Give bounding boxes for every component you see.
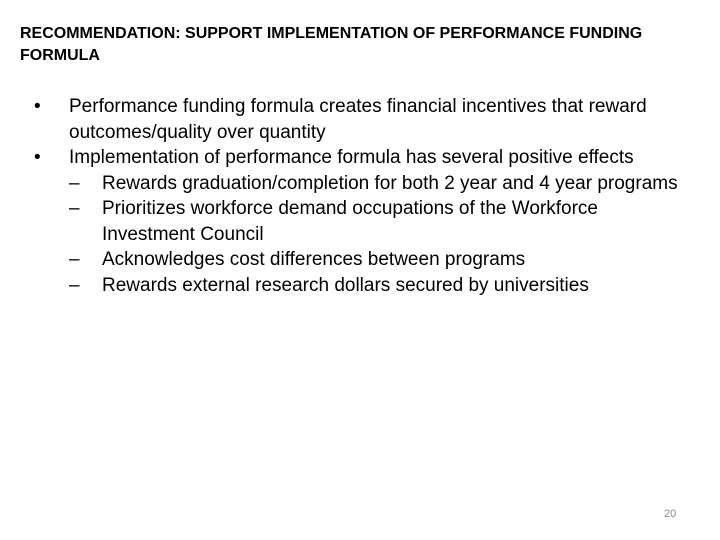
dash-marker-icon: –: [69, 249, 80, 270]
bullet-marker-icon: •: [34, 147, 41, 168]
sub-bullet-text: Acknowledges cost differences between programs: [102, 249, 526, 270]
slide-content: [34, 94, 694, 298]
bullet-text: Performance funding formula creates financial incentives that reward outcomes/quality over quantity: [69, 96, 647, 143]
page-number: 20: [664, 508, 677, 520]
sub-bullet-item: [34, 273, 694, 299]
bullet-marker-icon: •: [34, 96, 41, 117]
dash-marker-icon: –: [69, 198, 80, 219]
sub-bullet-text: Rewards graduation/completion for both 2 year and 4 year programs: [102, 172, 678, 194]
sub-bullet-item: [34, 171, 694, 197]
sub-bullet-item: [34, 196, 694, 247]
sub-bullet-item: [34, 247, 694, 273]
sub-bullet-text: Rewards external research dollars secured by universities: [102, 274, 589, 296]
bullet-item: [34, 145, 694, 171]
dash-marker-icon: –: [69, 274, 80, 296]
dash-marker-icon: –: [69, 172, 80, 194]
bullet-item: [34, 94, 694, 145]
bullet-text: Implementation of performance formula has several positive effects: [69, 147, 634, 168]
slide-title: RECOMMENDATION: SUPPORT IMPLEMENTATION OF PERFORMANCE FUNDING FORMULA: [20, 25, 643, 64]
sub-bullet-text: Prioritizes workforce demand occupations of the Workforce Investment Council: [102, 198, 598, 245]
